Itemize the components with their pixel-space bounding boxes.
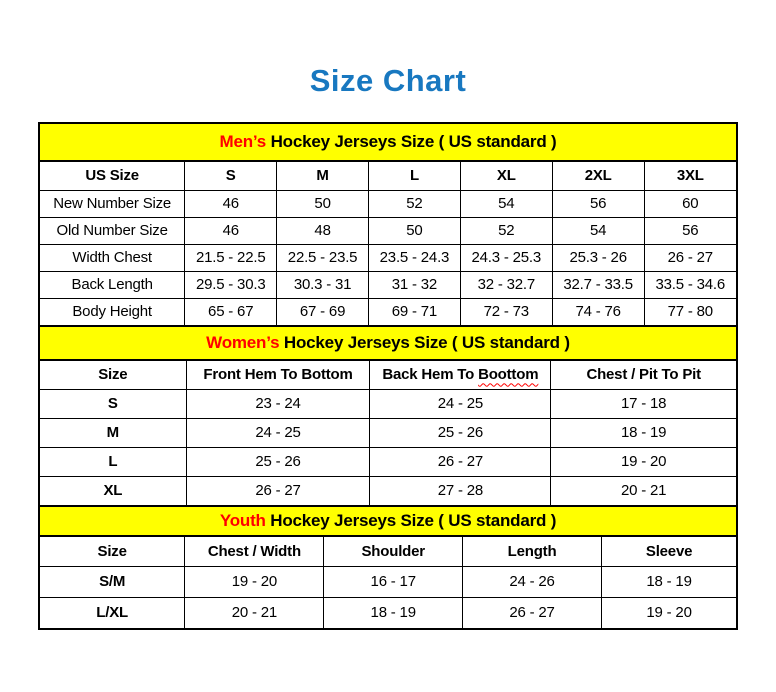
table-cell: 18 - 19 [551, 418, 736, 447]
table-cell: 16 - 17 [324, 566, 463, 597]
column-header-cell: Chest / Width [185, 537, 324, 566]
misspelled-word: Boottom [478, 366, 539, 384]
column-header-cell: 3XL [644, 162, 736, 190]
row-label-cell: Width Chest [40, 244, 185, 271]
column-header-cell: Sleeve [602, 537, 736, 566]
table-cell: 33.5 - 34.6 [644, 271, 736, 298]
table-row [40, 217, 736, 244]
womens-section-header [40, 325, 736, 361]
column-header-cell: US Size [40, 162, 185, 190]
column-header-text: Back Hem To [382, 366, 479, 384]
table-cell: 50 [369, 217, 461, 244]
table-cell: 26 - 27 [186, 476, 370, 505]
table-cell: 77 - 80 [644, 298, 736, 325]
youth-section-title-accent: Youth [219, 511, 266, 530]
row-label-cell: New Number Size [40, 190, 185, 217]
column-header-cell: L [369, 162, 461, 190]
table-cell: 46 [185, 217, 277, 244]
youth-section-title-text: Hockey Jerseys Size ( US standard ) [265, 511, 557, 530]
table-row [40, 566, 736, 597]
row-label-cell: Back Length [40, 271, 185, 298]
table-cell: 31 - 32 [369, 271, 461, 298]
womens-size-table [40, 361, 736, 505]
table-cell: 23 - 24 [186, 389, 370, 418]
table-cell: 56 [552, 190, 644, 217]
column-header-cell: 2XL [552, 162, 644, 190]
womens-section-title-accent: Women’s [206, 333, 280, 352]
table-row [40, 298, 736, 325]
table-cell: 26 - 27 [462, 597, 601, 628]
table-cell: 24 - 25 [186, 418, 370, 447]
table-cell: 72 - 73 [460, 298, 552, 325]
row-label-cell: Body Height [40, 298, 185, 325]
womens-section-title-text: Hockey Jerseys Size ( US standard ) [279, 333, 570, 352]
row-label-cell: S/M [40, 566, 185, 597]
table-row [40, 244, 736, 271]
row-label-cell: Old Number Size [40, 217, 185, 244]
table-row [40, 389, 736, 418]
table-cell: 46 [185, 190, 277, 217]
table-row [40, 271, 736, 298]
column-header-cell: Shoulder [324, 537, 463, 566]
table-cell: 24.3 - 25.3 [460, 244, 552, 271]
table-cell: 30.3 - 31 [277, 271, 369, 298]
table-cell: 26 - 27 [370, 447, 551, 476]
table-cell: 24 - 26 [462, 566, 601, 597]
table-cell: 52 [369, 190, 461, 217]
mens-section-title-accent: Men’s [219, 132, 267, 151]
table-cell: 24 - 25 [370, 389, 551, 418]
table-cell: 19 - 20 [551, 447, 736, 476]
table-row [40, 190, 736, 217]
column-header-cell: Size [40, 361, 186, 389]
column-header-cell: S [185, 162, 277, 190]
table-cell: 54 [460, 190, 552, 217]
table-cell: 18 - 19 [324, 597, 463, 628]
table-cell: 74 - 76 [552, 298, 644, 325]
table-cell: 25 - 26 [186, 447, 370, 476]
row-label-cell: L [40, 447, 186, 476]
mens-section-title-text: Hockey Jerseys Size ( US standard ) [266, 132, 557, 151]
table-row [40, 418, 736, 447]
table-cell: 29.5 - 30.3 [185, 271, 277, 298]
table-cell: 54 [552, 217, 644, 244]
table-cell: 26 - 27 [644, 244, 736, 271]
page-title: Size Chart [309, 63, 467, 98]
youth-section-header [40, 505, 736, 537]
column-header-cell: M [277, 162, 369, 190]
table-cell: 23.5 - 24.3 [369, 244, 461, 271]
header-row [40, 162, 736, 190]
table-row [40, 476, 736, 505]
column-header-cell: Length [462, 537, 601, 566]
row-label-cell: S [40, 389, 186, 418]
row-label-cell: L/XL [40, 597, 185, 628]
table-cell: 17 - 18 [551, 389, 736, 418]
column-header-cell: Chest / Pit To Pit [551, 361, 736, 389]
table-cell: 20 - 21 [551, 476, 736, 505]
table-cell: 27 - 28 [370, 476, 551, 505]
column-header-cell [370, 361, 551, 389]
table-cell: 19 - 20 [602, 597, 736, 628]
table-cell: 50 [277, 190, 369, 217]
table-cell: 21.5 - 22.5 [185, 244, 277, 271]
table-cell: 32.7 - 33.5 [552, 271, 644, 298]
table-row [40, 597, 736, 628]
table-cell: 60 [644, 190, 736, 217]
row-label-cell: XL [40, 476, 186, 505]
header-row [40, 361, 736, 389]
table-row [40, 447, 736, 476]
table-cell: 32 - 32.7 [460, 271, 552, 298]
table-cell: 18 - 19 [602, 566, 736, 597]
table-cell: 25 - 26 [370, 418, 551, 447]
table-cell: 52 [460, 217, 552, 244]
table-cell: 48 [277, 217, 369, 244]
table-cell: 25.3 - 26 [552, 244, 644, 271]
youth-size-table [40, 537, 736, 628]
size-chart [38, 122, 738, 630]
mens-size-table [40, 162, 736, 325]
mens-section-header [40, 124, 736, 162]
table-cell: 20 - 21 [185, 597, 324, 628]
table-cell: 67 - 69 [277, 298, 369, 325]
column-header-cell: XL [460, 162, 552, 190]
column-header-cell: Front Hem To Bottom [186, 361, 370, 389]
table-cell: 22.5 - 23.5 [277, 244, 369, 271]
table-cell: 69 - 71 [369, 298, 461, 325]
row-label-cell: M [40, 418, 186, 447]
table-cell: 56 [644, 217, 736, 244]
table-cell: 19 - 20 [185, 566, 324, 597]
column-header-cell: Size [40, 537, 185, 566]
header-row [40, 537, 736, 566]
table-cell: 65 - 67 [185, 298, 277, 325]
